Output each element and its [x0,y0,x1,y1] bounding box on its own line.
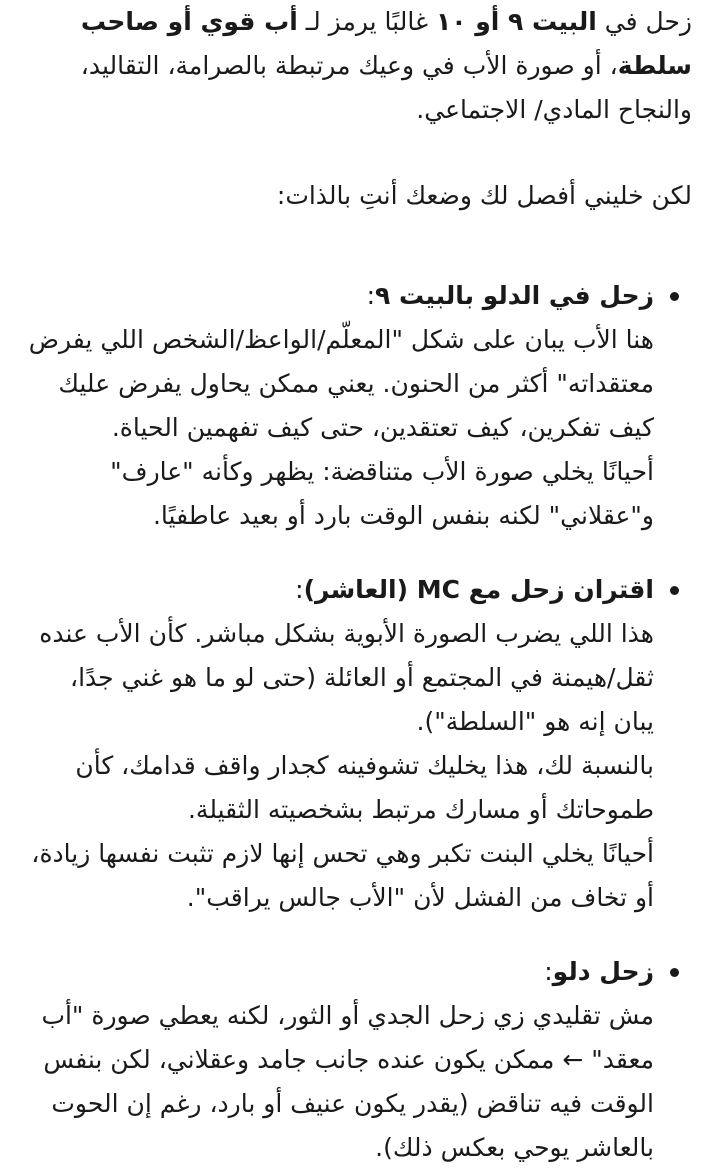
section-body-line: بالنسبة لك، هذا يخليك تشوفينه كجدار واقف قدامك، كأن طموحاتك أو مسارك مرتبط بشخصيته الثقيلة. [75,751,654,824]
bullet-section-saturn-aquarius [24,950,692,1170]
section-body-line: هذا اللي يضرب الصورة الأبوية بشكل مباشر. كأن الأب عنده ثقل/هيمنة في المجتمع أو العائلة (حتى لو ما هو غني جدًا، يبان إنه هو "السلطة"). [39,619,654,736]
bullet-section-saturn-house-9 [24,274,692,538]
section-heading: زحل في الدلو بالبيت ٩: [366,281,654,310]
intro-paragraph: لكن خليني أفصل لك وضعك أنتِ بالذات: [276,181,692,210]
section-body-line: أحيانًا يخلي صورة الأب متناقضة: يظهر وكأنه "عارف" و"عقلاني" لكنه بنفس الوقت بارد أو بعيد عاطفيًا. [110,457,654,530]
section-body-line: هنا الأب يبان على شكل "المعلّم/الواعظ/الشخص اللي يفرض معتقداته" أكثر من الحنون. يعني ممكن يحاول يفرض عليك كيف تفكرين، كيف تعتقدين، حتى كيف تفهمين الحياة. [28,325,654,442]
opening-bold-houses: البيت ٩ أو ١٠ [435,7,597,36]
opening-text-3: ، أو صورة الأب في وعيك مرتبطة بالصرامة، التقاليد، والنجاح المادي/ الاجتماعي. [80,51,692,124]
section-body-line: أحيانًا يخلي البنت تكبر وهي تحس إنها لازم تثبت نفسها زيادة، أو تخاف من الفشل لأن "الأب جالس يراقب". [31,839,654,912]
section-heading: اقتران زحل مع MC (العاشر): [295,575,654,604]
bullet-section-saturn-mc [24,568,692,920]
section-body-line: مش تقليدي زي زحل الجدي أو الثور، لكنه يعطي صورة "أب معقد" ← ممكن يكون عنده جانب جامد وعقلاني، لكن بنفس الوقت فيه تناقض (يقدر يكون عنيف أو بارد، رغم إن الحوت بالعاشر يوحي بعكس ذلك). [41,1001,654,1162]
opening-text-2: غالبًا يرمز لـ [297,7,436,36]
opening-bold-father: أب قوي أو صاحب سلطة [80,7,692,80]
bullet-icon [668,568,680,612]
bullet-icon [668,950,680,994]
opening-text-1: زحل في [596,7,692,36]
bullet-icon [668,274,680,318]
opening-paragraph [24,0,692,132]
section-heading: زحل دلو: [544,957,654,986]
